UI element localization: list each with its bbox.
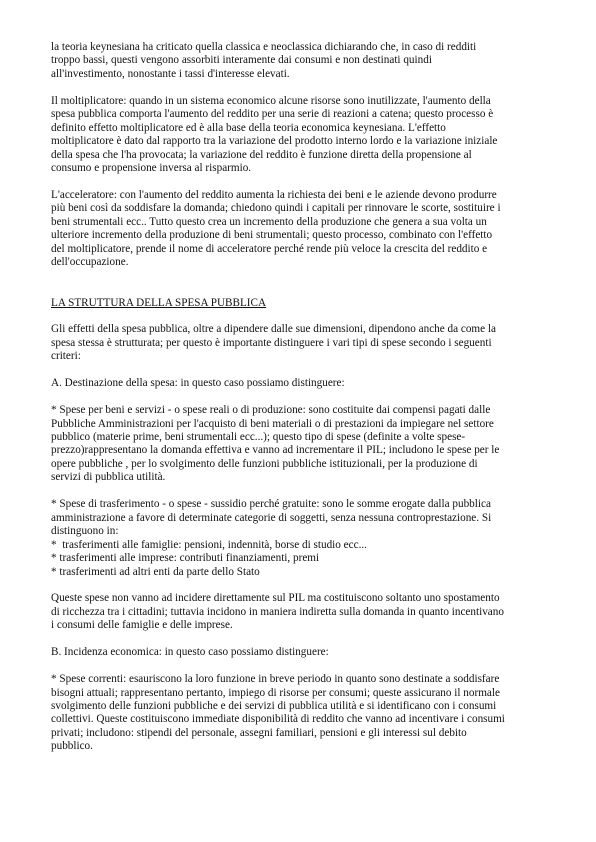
text-line: pubblico. [51,740,93,753]
blank-line [51,283,547,296]
text-line: pubblico (materie prime, beni strumentali ecc...); questo tipo di spese (definite a volte spese- [51,431,466,444]
paragraph-criterion-b [51,646,547,659]
text-line: L'acceleratore: con l'aumento del reddito aumenta la richiesta dei beni e le aziende devono produrre [51,188,497,201]
text-line: spesa pubblica comporta l'aumento del reddito per una serie di reazioni a catena; questo processo è [51,108,494,121]
text-line: * Spese per beni e servizi - o spese reali o di produzione: sono costituite dai compensi pagati dalle [51,404,491,417]
paragraph-intro-criteria [51,323,547,363]
text-line: svolgimento delle funzioni pubbliche e dei servizi di pubblica utilità e si identificano con i consumi [51,700,497,713]
document-page [51,41,547,767]
text-line: collettivi. Queste costituiscono immediate disponibilità di reddito che vanno ad incentivare i consumi [51,713,505,726]
text-line: Queste spese non vanno ad incidere direttamente sul PIL ma costituiscono soltanto uno spostamento [51,592,500,605]
text-line: definito effetto moltiplicatore ed è alla base della teoria economica keynesiana. L'effetto [51,121,446,134]
list-item: * trasferimenti alle famiglie: pensioni, indennità, borse di studio ecc... [51,538,367,551]
text-line: beni strumentali ecc.. Tutto questo crea un incremento della produzione che genera a sua volta un [51,215,487,228]
text-line: servizi di pubblica utilità. [51,471,166,484]
text-line: A. Destinazione della spesa: in questo caso possiamo distinguere: [51,377,345,390]
text-line: della spesa che l'ha provocata; la variazione del reddito è funzione diretta della propensione al [51,148,472,161]
text-line: consumo e propensione inversa al risparmio. [51,162,252,175]
list-item: * trasferimenti alle imprese: contributi finanziamenti, premi [51,552,320,565]
paragraph-criterion-a [51,377,547,390]
paragraph-current-expenses [51,673,547,754]
paragraph-transfer-effects [51,592,547,632]
paragraph-accelerator [51,189,547,270]
text-line: * Spese correnti: esauriscono la loro funzione in breve periodo in quanto sono destinate a soddisfare [51,673,500,686]
text-line: moltiplicatore è dato dal rapporto tra la variazione del prodotto interno lordo e la variazione iniziale [51,135,498,148]
text-line: del moltiplicatore, prende il nome di acceleratore perché rende più veloce la crescita del reddito e [51,242,488,255]
text-line: la teoria keynesiana ha criticato quella classica e neoclassica dichiarando che, in caso di redditi [51,41,477,53]
text-line: amministrazione a favore di determinate categorie di soggetti, senza nessuna controprestazione. Si [51,511,492,524]
text-line: Pubbliche Amministrazioni per l'acquisto di beni materiali o di prestazioni da impiegare nel settore [51,417,494,430]
text-line: troppo bassi, questi vengono assorbiti interamente dai consumi e non destinati quindi [51,54,432,67]
text-line: ulteriore incremento della produzione di beni strumentali; questo processo, combinato con l'effetto [51,229,493,242]
text-line: criteri: [51,350,81,363]
paragraph-transfers [51,498,547,579]
text-line: spesa stessa è strutturata; per questo è importante distinguere i vari tipi di spese secondo i seguenti [51,336,492,349]
text-line: i consumi delle famiglie e delle imprese. [51,619,233,632]
text-line: distinguono in: [51,525,119,538]
text-line: di ricchezza tra i cittadini; tuttavia incidono in maniera indiretta sulla domanda in quanto incentivano [51,605,504,618]
text-line: più beni così da soddisfare la domanda; chiedono quindi i capitali per rinnovare le scorte, sostituire i [51,202,501,215]
paragraph-goods-services [51,404,547,485]
text-line: opere pubbliche , per lo svolgimento delle funzioni pubbliche istituzionali, per la produzione di [51,457,478,470]
paragraph-keynes-critique [51,41,547,81]
text-line: Il moltiplicatore: quando in un sistema economico alcune risorse sono inutilizzate, l'aumento della [51,94,491,107]
text-line: prezzo)rappresentano la domanda effettiva e vanno ad incrementare il PIL; includono le spese per le [51,444,500,457]
text-line: dell'occupazione. [51,256,129,269]
text-line: privati; includono: stipendi del personale, assegni familiari, pensioni e gli interessi sul debito [51,726,467,739]
list-item: * trasferimenti ad altri enti da parte dello Stato [51,565,260,578]
text-line: bisogni attuali; rappresentano pertanto, impiego di risorse per consumi; queste assicurano il normale [51,686,500,699]
section-heading: LA STRUTTURA DELLA SPESA PUBBLICA [51,296,267,309]
text-line: Gli effetti della spesa pubblica, oltre a dipendere dalle sue dimensioni, dipendono anche da come la [51,323,496,336]
paragraph-multiplier [51,95,547,176]
text-line: * Spese di trasferimento - o spese - sussidio perché gratuite: sono le somme erogate dalla pubblica [51,498,491,511]
text-line: B. Incidenza economica: in questo caso possiamo distinguere: [51,646,329,659]
text-line: all'investimento, nonostante i tassi d'interesse elevati. [51,67,290,80]
